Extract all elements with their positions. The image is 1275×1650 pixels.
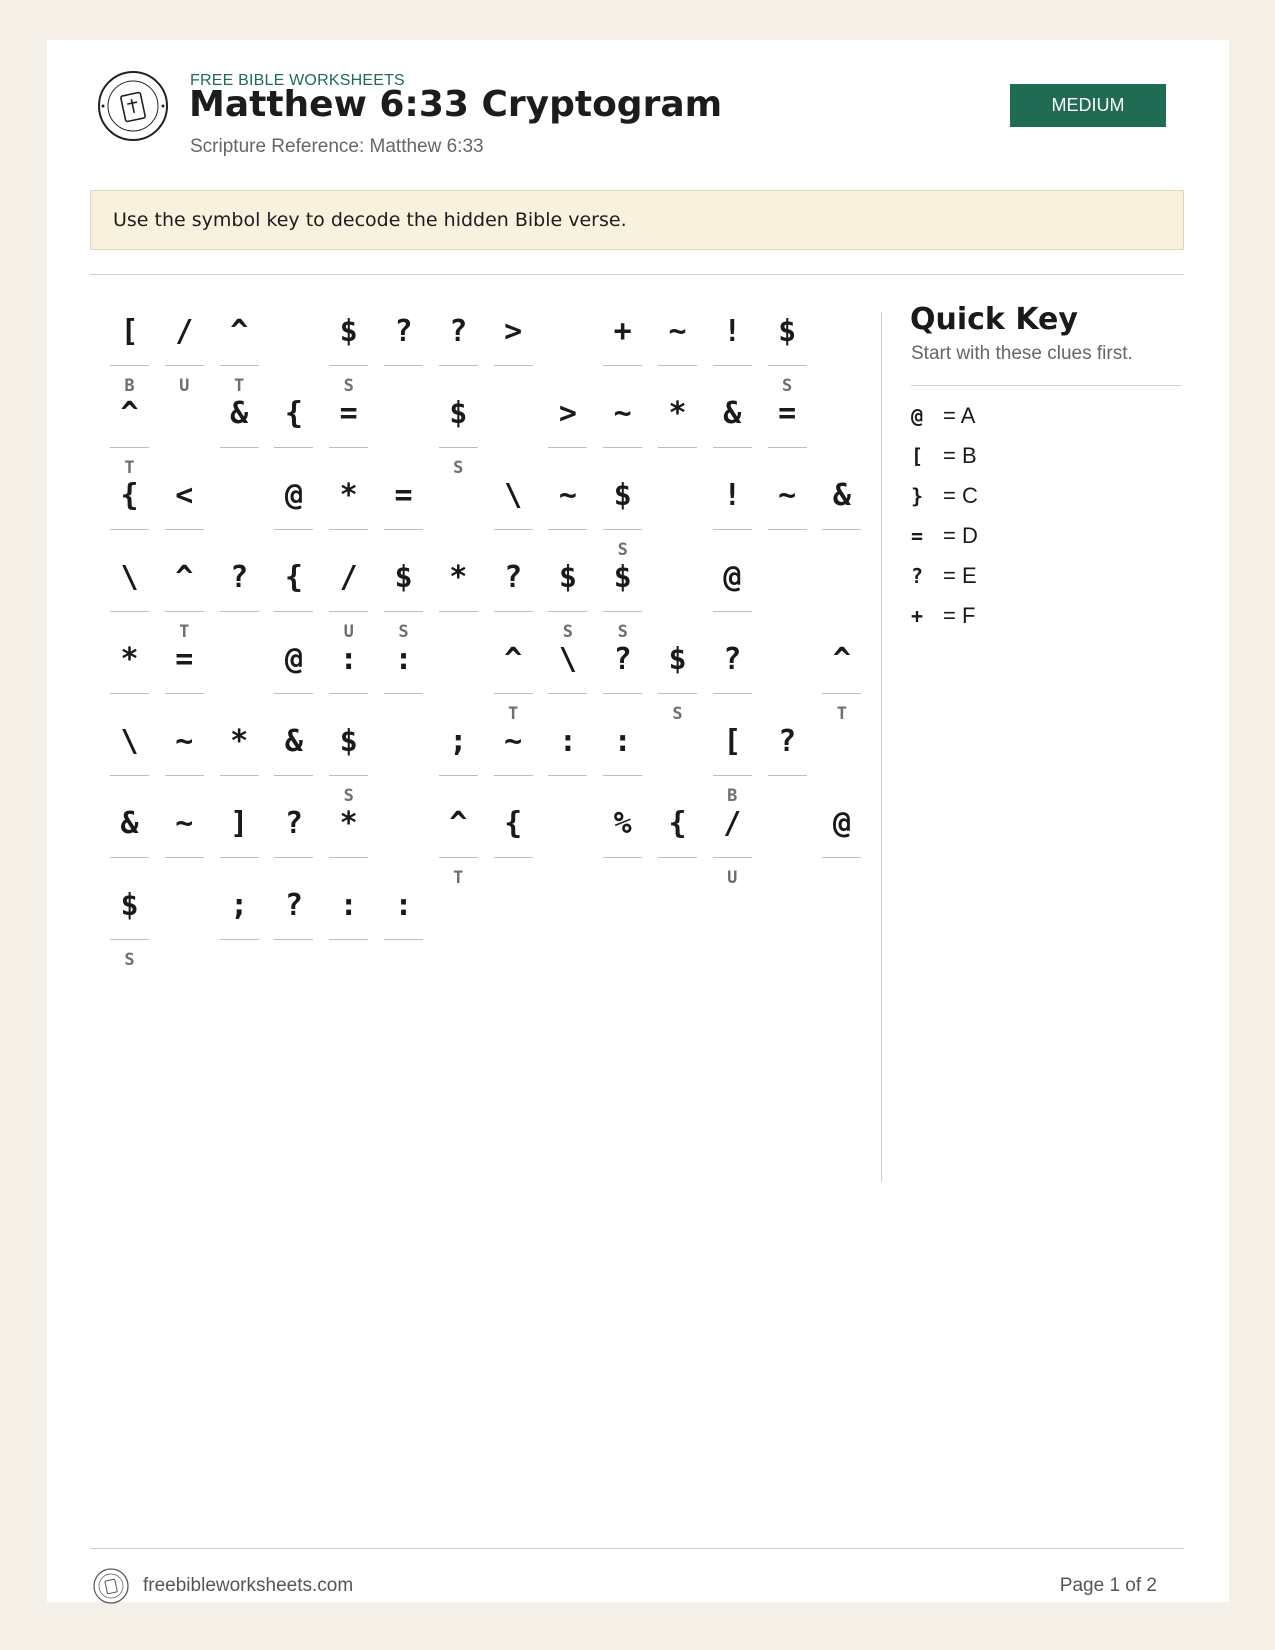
quick-key-list xyxy=(911,396,1171,636)
cipher-symbol: { xyxy=(284,396,303,431)
answer-line[interactable] xyxy=(384,529,423,530)
answer-line[interactable] xyxy=(165,775,204,776)
answer-line[interactable] xyxy=(110,939,149,940)
revealed-letter: S xyxy=(781,376,793,396)
cipher-symbol: * xyxy=(339,478,358,513)
cipher-symbol: ~ xyxy=(778,478,797,513)
answer-line[interactable] xyxy=(384,693,423,694)
cipher-symbol: $ xyxy=(613,478,632,513)
answer-line[interactable] xyxy=(384,611,423,612)
quick-key-item xyxy=(911,516,1171,556)
cipher-symbol: $ xyxy=(613,560,632,595)
cipher-symbol: * xyxy=(120,642,139,677)
revealed-letter: S xyxy=(343,786,354,806)
cipher-symbol: = xyxy=(175,642,194,677)
answer-line[interactable] xyxy=(329,939,368,940)
revealed-letter xyxy=(822,866,861,890)
cipher-symbol: & xyxy=(284,724,303,759)
cipher-symbol: ~ xyxy=(504,724,523,759)
cipher-symbol: % xyxy=(613,806,632,841)
worksheet-page xyxy=(47,40,1229,1602)
cipher-symbol: ? xyxy=(723,642,742,677)
answer-line[interactable] xyxy=(274,693,313,694)
revealed-letter xyxy=(220,620,259,644)
revealed-letter xyxy=(384,948,423,972)
answer-line[interactable] xyxy=(329,693,368,694)
cipher-symbol: ^ xyxy=(832,642,851,677)
revealed-letter xyxy=(494,866,533,890)
key-symbol: = xyxy=(911,524,924,548)
quick-key-divider xyxy=(911,385,1181,386)
cipher-symbol: $ xyxy=(778,314,797,349)
cipher-symbol: { xyxy=(284,560,303,595)
quick-key-title: Quick Key xyxy=(910,302,1078,337)
answer-line[interactable] xyxy=(110,857,149,858)
revealed-letter xyxy=(658,866,697,890)
cipher-symbol: + xyxy=(613,314,632,349)
cipher-symbol: ; xyxy=(230,888,249,923)
answer-line[interactable] xyxy=(274,611,313,612)
cipher-symbol: @ xyxy=(284,642,303,677)
cryptogram-grid xyxy=(47,40,887,1040)
answer-line[interactable] xyxy=(658,857,697,858)
cipher-symbol: * xyxy=(449,560,468,595)
key-symbol: } xyxy=(911,484,924,508)
answer-line[interactable] xyxy=(494,611,533,612)
answer-line[interactable] xyxy=(220,939,259,940)
cipher-symbol: & xyxy=(832,478,851,513)
cipher-symbol: \ xyxy=(504,478,523,513)
scripture-reference: Scripture Reference: Matthew 6:33 xyxy=(190,136,484,157)
revealed-letter xyxy=(548,784,587,808)
footer-divider xyxy=(90,1548,1184,1549)
revealed-letter: S xyxy=(562,622,574,642)
answer-line[interactable] xyxy=(274,939,313,940)
cipher-symbol: ? xyxy=(613,642,632,677)
revealed-letter xyxy=(384,702,423,726)
key-value: = C xyxy=(943,483,978,508)
cipher-symbol: ^ xyxy=(120,396,139,431)
answer-line[interactable] xyxy=(165,365,204,366)
answer-line[interactable] xyxy=(494,775,533,776)
cipher-symbol: & xyxy=(723,396,742,431)
answer-line[interactable] xyxy=(329,775,368,776)
revealed-letter: T xyxy=(507,704,519,724)
cipher-symbol: / xyxy=(339,560,358,595)
cipher-symbol: / xyxy=(175,314,194,349)
answer-line[interactable] xyxy=(822,857,861,858)
cipher-symbol: * xyxy=(230,724,249,759)
answer-line[interactable] xyxy=(603,529,642,530)
cipher-symbol: \ xyxy=(120,724,139,759)
answer-line[interactable] xyxy=(494,365,533,366)
answer-line[interactable] xyxy=(439,447,478,448)
key-value: = D xyxy=(943,523,978,548)
answer-line[interactable] xyxy=(165,529,204,530)
quick-key-item xyxy=(911,396,1171,436)
answer-line[interactable] xyxy=(329,365,368,366)
brand-name: FREE BIBLE WORKSHEETS xyxy=(190,72,405,89)
difficulty-badge: MEDIUM xyxy=(1010,84,1166,127)
key-value: = F xyxy=(943,603,976,628)
cipher-symbol: { xyxy=(120,478,139,513)
key-symbol: ? xyxy=(911,564,924,588)
revealed-letter: U xyxy=(179,376,190,396)
answer-line[interactable] xyxy=(548,529,587,530)
cipher-symbol: : xyxy=(613,724,632,759)
answer-line[interactable] xyxy=(329,611,368,612)
key-value: = A xyxy=(943,403,976,428)
cipher-symbol: @ xyxy=(832,806,851,841)
answer-line[interactable] xyxy=(329,529,368,530)
revealed-letter xyxy=(220,456,259,480)
cipher-symbol: ? xyxy=(284,806,303,841)
revealed-letter xyxy=(658,456,697,480)
cipher-symbol: $ xyxy=(449,396,468,431)
cipher-symbol: $ xyxy=(339,314,358,349)
answer-line[interactable] xyxy=(713,447,752,448)
quick-key-item xyxy=(911,436,1171,476)
revealed-letter: T xyxy=(453,868,464,888)
answer-line[interactable] xyxy=(439,365,478,366)
revealed-letter: S xyxy=(343,376,354,396)
answer-line[interactable] xyxy=(548,611,587,612)
cipher-symbol: ? xyxy=(230,560,249,595)
answer-line[interactable] xyxy=(658,693,697,694)
answer-line[interactable] xyxy=(220,611,259,612)
cipher-symbol: ! xyxy=(723,478,742,513)
cipher-symbol: $ xyxy=(394,560,413,595)
cipher-symbol: ~ xyxy=(175,806,194,841)
answer-line[interactable] xyxy=(822,529,861,530)
cipher-symbol: $ xyxy=(668,642,687,677)
answer-line[interactable] xyxy=(165,693,204,694)
cipher-symbol: @ xyxy=(723,560,742,595)
revealed-letter: S xyxy=(124,950,135,970)
cipher-symbol: ? xyxy=(284,888,303,923)
answer-line[interactable] xyxy=(822,693,861,694)
answer-line[interactable] xyxy=(110,611,149,612)
answer-line[interactable] xyxy=(713,611,752,612)
answer-line[interactable] xyxy=(274,775,313,776)
answer-line[interactable] xyxy=(110,365,149,366)
cipher-symbol: ~ xyxy=(558,478,577,513)
cipher-symbol: = xyxy=(394,478,413,513)
answer-line[interactable] xyxy=(768,447,807,448)
revealed-letter: B xyxy=(124,376,135,396)
cipher-symbol: [ xyxy=(723,724,742,759)
cipher-symbol: $ xyxy=(339,724,358,759)
answer-line[interactable] xyxy=(439,857,478,858)
answer-line[interactable] xyxy=(165,611,204,612)
answer-line[interactable] xyxy=(165,857,204,858)
revealed-letter: T xyxy=(179,622,190,642)
quick-key-subtitle: Start with these clues first. xyxy=(911,343,1133,364)
revealed-letter: S xyxy=(672,704,683,724)
revealed-letter xyxy=(603,866,642,890)
cipher-symbol: [ xyxy=(120,314,139,349)
answer-line[interactable] xyxy=(603,775,642,776)
answer-line[interactable] xyxy=(494,857,533,858)
revealed-letter xyxy=(768,538,807,562)
cipher-symbol: \ xyxy=(120,560,139,595)
cipher-symbol: ^ xyxy=(504,642,523,677)
answer-line[interactable] xyxy=(110,693,149,694)
cipher-symbol: { xyxy=(504,806,523,841)
answer-line[interactable] xyxy=(713,365,752,366)
revealed-letter: S xyxy=(398,622,409,642)
key-symbol: + xyxy=(911,604,924,628)
revealed-letter: S xyxy=(617,622,628,642)
answer-line[interactable] xyxy=(329,857,368,858)
cipher-symbol: > xyxy=(504,314,523,349)
answer-line[interactable] xyxy=(110,775,149,776)
key-symbol: [ xyxy=(911,444,924,468)
revealed-letter xyxy=(165,866,204,890)
answer-line[interactable] xyxy=(603,365,642,366)
answer-line[interactable] xyxy=(384,939,423,940)
page-number: Page 1 of 2 xyxy=(1059,1575,1157,1596)
revealed-letter xyxy=(768,784,807,808)
answer-line[interactable] xyxy=(274,447,313,448)
answer-line[interactable] xyxy=(713,529,752,530)
cipher-symbol: & xyxy=(230,396,249,431)
footer-seal-icon xyxy=(93,1568,129,1604)
revealed-letter xyxy=(439,620,478,644)
answer-line[interactable] xyxy=(768,529,807,530)
page-title: Matthew 6:33 Cryptogram xyxy=(189,84,723,125)
revealed-letter: S xyxy=(617,540,628,560)
answer-line[interactable] xyxy=(110,529,149,530)
answer-line[interactable] xyxy=(494,693,533,694)
cipher-symbol: $ xyxy=(120,888,139,923)
cipher-symbol: ] xyxy=(230,806,249,841)
answer-line[interactable] xyxy=(220,365,259,366)
answer-line[interactable] xyxy=(603,857,642,858)
footer-website: freebibleworksheets.com xyxy=(143,1575,354,1596)
cipher-symbol: ~ xyxy=(613,396,632,431)
answer-line[interactable] xyxy=(494,529,533,530)
cipher-symbol: ! xyxy=(723,314,742,349)
answer-line[interactable] xyxy=(768,775,807,776)
revealed-letter: B xyxy=(727,786,738,806)
answer-line[interactable] xyxy=(713,693,752,694)
cipher-symbol: * xyxy=(668,396,687,431)
key-value: = E xyxy=(943,563,977,588)
answer-line[interactable] xyxy=(603,611,642,612)
answer-line[interactable] xyxy=(548,693,587,694)
answer-line[interactable] xyxy=(220,775,259,776)
cipher-symbol: * xyxy=(339,806,358,841)
quick-key-item xyxy=(911,476,1171,516)
cipher-symbol: ? xyxy=(778,724,797,759)
cipher-symbol: / xyxy=(723,806,742,841)
revealed-letter: S xyxy=(453,458,464,478)
cipher-symbol: ~ xyxy=(175,724,194,759)
answer-line[interactable] xyxy=(548,775,587,776)
cipher-symbol: \ xyxy=(558,642,577,677)
cipher-symbol: ^ xyxy=(175,560,194,595)
cipher-symbol: : xyxy=(339,642,358,677)
quick-key-item xyxy=(911,596,1171,636)
answer-line[interactable] xyxy=(603,693,642,694)
revealed-letter: U xyxy=(727,868,738,888)
answer-line[interactable] xyxy=(603,447,642,448)
revealed-letter xyxy=(274,948,313,972)
revealed-letter: T xyxy=(233,376,245,396)
answer-line[interactable] xyxy=(713,857,752,858)
revealed-letter xyxy=(329,948,368,972)
cipher-symbol: ^ xyxy=(449,806,468,841)
cipher-symbol: ? xyxy=(394,314,413,349)
cipher-symbol: ; xyxy=(449,724,468,759)
answer-line[interactable] xyxy=(329,447,368,448)
revealed-letter xyxy=(822,538,861,562)
answer-line[interactable] xyxy=(274,529,313,530)
answer-line[interactable] xyxy=(658,447,697,448)
cipher-symbol: ? xyxy=(449,314,468,349)
answer-line[interactable] xyxy=(713,775,752,776)
answer-line[interactable] xyxy=(439,611,478,612)
cipher-symbol: : xyxy=(339,888,358,923)
revealed-letter xyxy=(220,948,259,972)
cipher-symbol: < xyxy=(175,478,194,513)
key-value: = B xyxy=(943,443,977,468)
cipher-symbol: $ xyxy=(558,560,577,595)
answer-line[interactable] xyxy=(220,857,259,858)
key-symbol: @ xyxy=(911,404,924,428)
column-divider xyxy=(881,312,882,1182)
answer-line[interactable] xyxy=(110,447,149,448)
quick-key-item xyxy=(911,556,1171,596)
instructions-text: Use the symbol key to decode the hidden Bible verse. xyxy=(113,209,627,231)
answer-line[interactable] xyxy=(439,775,478,776)
cipher-symbol: = xyxy=(339,396,358,431)
answer-line[interactable] xyxy=(274,857,313,858)
cipher-symbol: ^ xyxy=(230,314,249,349)
cipher-symbol: : xyxy=(394,888,413,923)
revealed-letter: T xyxy=(124,458,135,478)
revealed-letter: U xyxy=(343,622,354,642)
cipher-symbol: @ xyxy=(284,478,303,513)
revealed-letter: T xyxy=(836,704,848,724)
cipher-symbol: = xyxy=(778,396,797,431)
answer-line[interactable] xyxy=(220,447,259,448)
cipher-symbol: : xyxy=(558,724,577,759)
cipher-symbol: & xyxy=(120,806,139,841)
cipher-symbol: > xyxy=(558,396,577,431)
answer-line[interactable] xyxy=(658,365,697,366)
answer-line[interactable] xyxy=(548,447,587,448)
cipher-symbol: : xyxy=(394,642,413,677)
answer-line[interactable] xyxy=(384,365,423,366)
revealed-letter xyxy=(494,374,533,398)
cipher-symbol: ~ xyxy=(668,314,687,349)
answer-line[interactable] xyxy=(768,365,807,366)
revealed-letter xyxy=(384,374,423,398)
cipher-symbol: ? xyxy=(504,560,523,595)
cipher-symbol: { xyxy=(668,806,687,841)
